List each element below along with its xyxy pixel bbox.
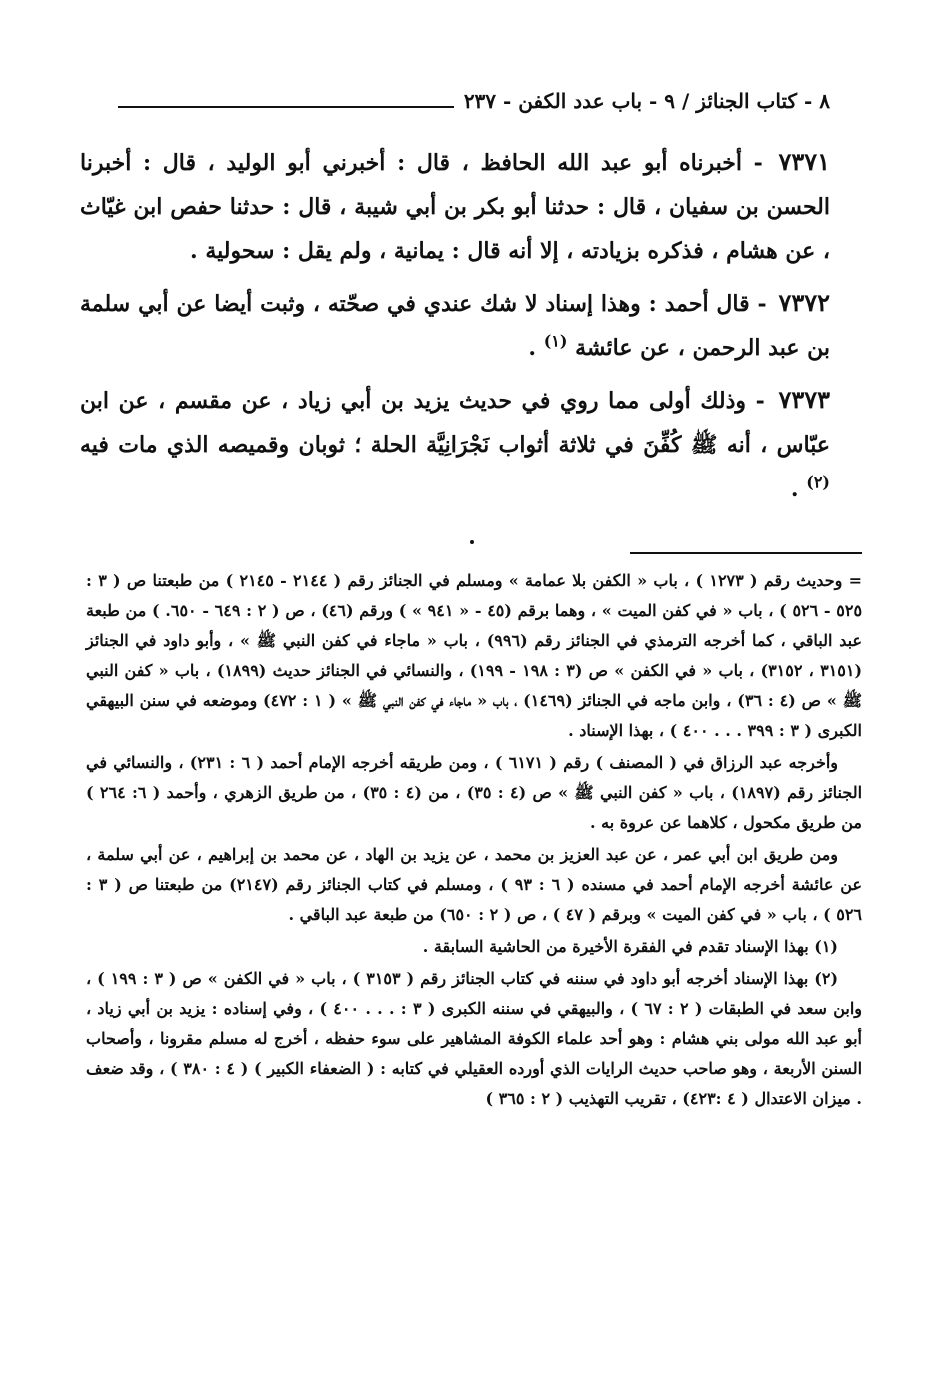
running-header (118, 84, 830, 114)
hadith-text-end: . (790, 476, 807, 502)
footnote-continuation: وأخرجه عبد الرزاق في ( المصنف ) رقم ( ٦١٧١ ) ، ومن طريقه أخرجه الإمام أحمد ( ٦ : ٢٣١) ، والنسائي في الجنائز رقم (١٨٩٧) ، باب « كفن النبي ﷺ » ص (٤ : ٣٥) ، من (٤ : ٣٥) ، من طريق الزهري ، وأحمد ( ٦: ٢٦٤ ) من طريق مكحول ، كلاهما عن عروة به . (86, 753, 863, 832)
hadith-paragraph (80, 140, 830, 273)
hadith-number: ٧٣٧٣ (778, 385, 830, 414)
hadith-number: ٧٣٧١ (778, 147, 830, 176)
footnote-continuation: ومن طريق ابن أبي عمر ، عن عبد العزيز بن محمد ، عن يزيد بن الهاد ، عن محمد بن إبراهيم ، عن أبي سلمة ، عن عائشة أخرجه الإمام أحمد في مسنده ( ٦ : ٩٣ ) ، ومسلم في كتاب الجنائز رقم (٢١٤٧) من طبعتنا ص ( ٣ : ٥٢٦ ) ، باب « في كفن الميت » وبرقم ( ٤٧ ) ، ص ( ٢ : ٦٥٠) من طبعة عبد الباقي . (86, 845, 862, 924)
header-title: ٨ - كتاب الجنائز / ٩ - باب عدد الكفن - ٢٣٧ (463, 89, 830, 113)
hadith-text: - وذلك أولى مما روي في حديث يزيد بن أبي زياد ، عن مقسم ، عن ابن عبّاس ، أنه ﷺ كُفِّنَ في ثلاثة أثواب نَجْرَانِيَّة الحلة ؛ ثوبان وقميصه الذي مات فيه (80, 388, 830, 458)
hadith-paragraph (80, 378, 830, 511)
footnote-2: (٢) بهذا الإسناد أخرجه أبو داود في سننه في كتاب الجنائز رقم ( ٣١٥٣ ) ، باب « في الكفن » ص ( ٣ : ١٩٩ ) ، وابن سعد في الطبقات ( ٢ : ٦٧ ) ، والبيهقي في سننه الكبرى ( ٣ : . . . ٤٠٠ ) ، وفي إسناده : يزيد بن أبي زياد ، أبو عبد الله مولى بني هشام : وهو أحد علماء الكوفة المشاهير على سوء حفظه ، أخرج له مسلم مقرونا ، وأصحاب السنن الأربعة ، وهو صاحب حديث الرايات الذي أورده العقيلي في كتابه : ( الضعفاء الكبير ) ( ٤ : ٣٨٠ ) ، وقد ضعف . ميزان الاعتدال ( ٤ :٤٢٣) ، تقريب التهذيب ( ٢ : ٣٦٥ ) (86, 969, 863, 1108)
footnotes (86, 566, 862, 1116)
hadith-text: - أخبرناه أبو عبد الله الحافظ ، قال : أخبرني أبو الوليد ، قال : أخبرنا الحسن بن سفيان ، قال : حدثنا أبو بكر بن أبي شيبة ، قال : حدثنا حفص ابن غيّاث ، عن هشام ، فذكره بزيادته ، إلا أنه قال : يمانية ، ولم يقل : سحولية . (80, 150, 830, 264)
footnote-1: (١) بهذا الإسناد تقدم في الفقرة الأخيرة من الحاشية السابقة . (422, 937, 838, 956)
page-mark (470, 540, 474, 544)
footnote-separator (630, 552, 862, 554)
header-rule (118, 106, 454, 108)
footnote-reference[interactable]: (١) (543, 331, 568, 351)
hadith-text-end: . (528, 335, 544, 361)
hadith-text: - قال أحمد : وهذا إسناد لا شك عندي في صحّته ، وثبت أيضا عن أبي سلمة بن عبد الرحمن ، عن عائشة (80, 291, 830, 361)
hadith-paragraph (80, 281, 830, 370)
main-text (80, 140, 830, 519)
hadith-number: ٧٣٧٢ (778, 288, 830, 317)
footnote-continuation: = وحديث رقم ( ١٢٧٣ ) ، باب « الكفن بلا عمامة » ومسلم في الجنائز رقم ( ٢١٤٤ - ٢١٤٥ ) من طبعتنا ص ( ٣ : ٥٢٥ - ٥٢٦ ) ، باب « في كفن الميت » ، وهما برقم (٤٥ - « ٩٤١ » ) ورقم (٤٦) ، ص ( ٢ : ٦٤٩ - ٦٥٠. ) من طبعة عبد الباقي ، كما أخرجه الترمذي في الجنائز رقم (٩٩٦) ، باب « ماجاء في كفن النبي ﷺ » ، وأبو داود في الجنائز (٣١٥١ ، ٣١٥٢) ، باب « في الكفن » ص (٣ : ١٩٨ - ١٩٩) ، والنسائي في الجنائز حديث (١٨٩٩) ، باب « كفن النبي ﷺ » ص (٤ : ٣٦) ، وابن ماجه في الجنائز (١٤٦٩) ، باب « ماجاء في كفن النبي ﷺ » ( ١ : ٤٧٢) وموضعه في سنن البيهقي الكبرى ( ٣ : ٣٩٩ . . . ٤٠٠ ) ، بهذا الإسناد . (86, 571, 863, 740)
footnote-reference[interactable]: (٢) (806, 472, 830, 492)
